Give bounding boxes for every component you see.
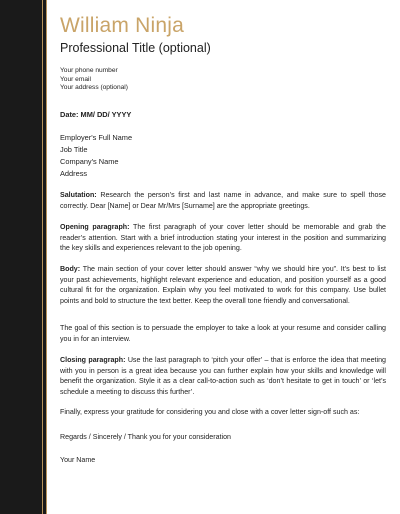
signature-line: Your Name: [60, 456, 96, 464]
applicant-name: William Ninja: [60, 14, 184, 37]
salutation-paragraph: [60, 190, 386, 211]
employer-company: Company's Name: [60, 157, 119, 166]
address-line: Your address (optional): [60, 84, 128, 92]
goal-paragraph: The goal of this section is to persuade the employer to take a look at your resume and consider calling you in for an interview.: [60, 324, 386, 343]
employer-address: Address: [60, 169, 88, 178]
body-text: The main section of your cover letter should answer “why we should hire you”. It’s best to list your past achievements, highlight relevant experience and education, and position yourself as a good cultural fit for the organization. Explain why you feel motivated to work for this company. Use bullet points and bold to structure the text better. Keep the overall tone friendly and conversational.: [60, 265, 387, 305]
opening-label: Opening paragraph:: [60, 223, 130, 231]
opening-paragraph: [60, 222, 386, 254]
employer-job-title: Job Title: [60, 145, 88, 154]
gold-stripe-right: [46, 0, 47, 514]
body-paragraph: [60, 264, 386, 306]
gratitude-paragraph: Finally, express your gratitude for considering you and close with a cover letter sign-off such as:: [60, 408, 360, 416]
contact-block: [60, 67, 128, 93]
gold-stripe-left: [42, 0, 43, 514]
closing-text: Use the last paragraph to ‘pitch your offer’ – that is enforce the idea that meeting with you in person is a great idea because you can further explain how your skills and knowledge will benefit the organization. Style it as a clear call-to-action such as ‘don’t hesitate to get in touch’ or ‘let’s schedule a meeting to discuss this further’.: [60, 356, 386, 396]
salutation-text: Research the person’s first and last name in advance, and make sure to spell those correctly. Dear [Name] or Dear Mr/Mrs [Surname] are the appropriate greetings.: [60, 191, 386, 210]
employer-block: [60, 132, 132, 180]
sidebar-band: [0, 0, 46, 514]
body-label: Body:: [60, 265, 81, 273]
phone-line: Your phone number: [60, 67, 118, 74]
closing-paragraph: [60, 355, 386, 397]
email-line: Your email: [60, 75, 91, 83]
opening-text: The first paragraph of your cover letter should be memorable and grab the reader’s attention. Start with a brief introduction stating your interest in the position and summarizing the key skills and experiences relevant to the job opening.: [60, 223, 386, 252]
closing-label: Closing paragraph:: [60, 356, 126, 364]
signoff-line: Regards / Sincerely / Thank you for your consideration: [60, 433, 231, 441]
employer-name: Employer's Full Name: [60, 133, 133, 142]
salutation-label: Salutation:: [60, 191, 97, 199]
date-line: Date: MM/ DD/ YYYY: [60, 110, 132, 119]
professional-title: Professional Title (optional): [60, 41, 211, 55]
